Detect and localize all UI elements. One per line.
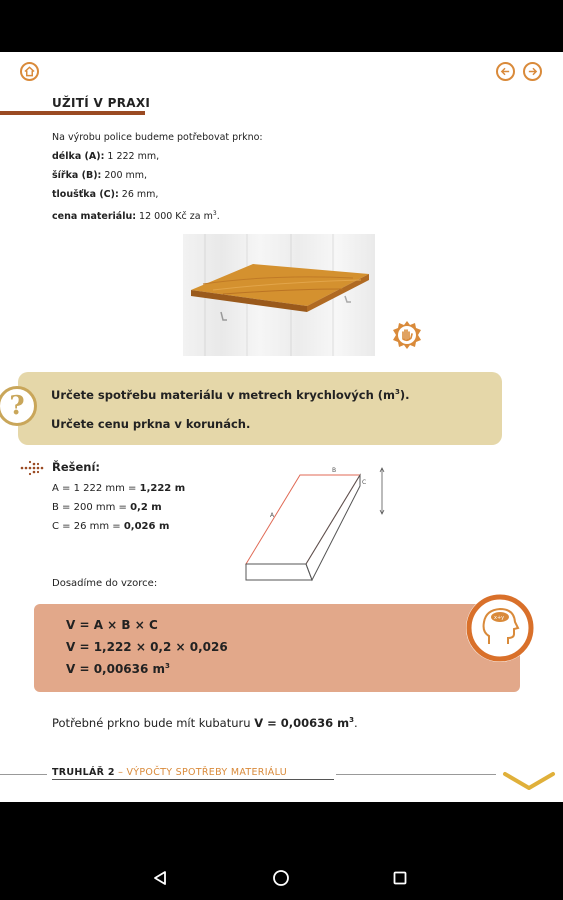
formula-line-2: V = 1,222 × 0,2 × 0,026 <box>66 640 228 654</box>
intro-price: cena materiálu: 12 000 Kč za $m^3$. <box>52 210 220 223</box>
footer-title <box>52 767 287 778</box>
page-toolbar <box>0 52 563 90</box>
conclusion-text: Potřebné prkno bude mít kubaturu V = 0,00636 $m^3$. <box>52 716 358 730</box>
section-title: UŽITÍ V PRAXI <box>52 96 151 110</box>
intro-lead: Na výrobu police budeme potřebovat prkno: <box>52 132 263 143</box>
svg-text:x+y: x+y <box>494 615 505 621</box>
board-dimension-diagram <box>240 462 400 582</box>
question-mark-icon: ? <box>0 386 37 426</box>
intro-text <box>52 128 263 226</box>
conversion-b: B = 200 mm = 0,2 m <box>52 502 162 513</box>
footer-underline <box>52 779 334 780</box>
diagram-label-c: C <box>362 479 367 486</box>
substitution-text: Dosadíme do vzorce: <box>52 578 158 589</box>
task-line-price: Určete cenu prkna v korunách. <box>51 417 251 431</box>
formula-box <box>34 604 520 692</box>
formula-line-1: V = A × B × C <box>66 618 158 632</box>
dotted-arrow-icon <box>20 460 50 476</box>
diagram-label-a: A <box>270 512 275 519</box>
footer-rule-left <box>0 774 47 775</box>
intro-width: šířka (B): 200 mm, <box>52 170 148 181</box>
arrow-left-icon[interactable] <box>496 62 515 81</box>
page-footer <box>0 764 563 792</box>
android-nav-bar <box>0 855 563 900</box>
shelf-board-photo <box>183 234 375 356</box>
footer-book: TRUHLÁŘ 2 <box>52 767 115 778</box>
footer-chapter: – VÝPOČTY SPOTŘEBY MATERIÁLU <box>114 767 287 778</box>
ebook-page <box>0 52 563 802</box>
unit-conversion <box>52 479 185 536</box>
conversion-c: C = 26 mm = 0,026 m <box>52 521 170 532</box>
back-triangle-icon[interactable] <box>149 867 171 889</box>
footer-rule-right <box>336 774 496 775</box>
thinking-head-icon <box>464 592 536 668</box>
section-header <box>0 94 563 124</box>
conversion-a: A = 1 222 mm = 1,222 m <box>52 483 186 494</box>
recents-square-icon[interactable] <box>389 867 411 889</box>
chevron-down-icon[interactable] <box>502 770 556 792</box>
arrow-right-icon[interactable] <box>523 62 542 81</box>
intro-thickness: tloušťka (C): 26 mm, <box>52 189 159 200</box>
section-rule <box>0 111 145 115</box>
formula-line-3: V = 0,00636 $m^3$ <box>66 662 170 676</box>
task-box <box>18 372 502 445</box>
task-line-volume: Určete spotřebu materiálu v metrech krychlových $(m^3)$. <box>51 388 410 402</box>
home-icon[interactable] <box>20 62 39 81</box>
solution-label: Řešení: <box>52 460 101 474</box>
intro-length: délka (A): 1 222 mm, <box>52 151 160 162</box>
home-circle-icon[interactable] <box>270 867 292 889</box>
hand-task-icon <box>392 320 422 354</box>
diagram-label-b: B <box>332 467 337 474</box>
